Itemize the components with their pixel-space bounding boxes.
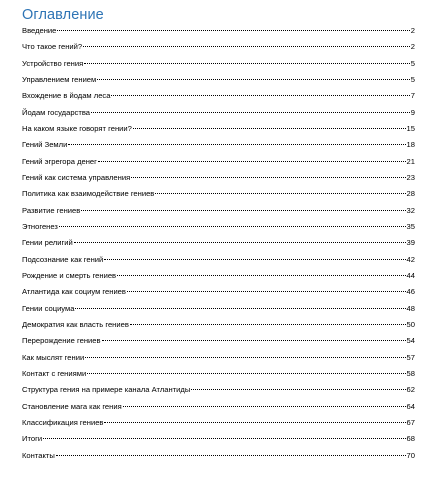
toc-entry-page-number: 42 <box>406 254 415 264</box>
toc-entry[interactable] <box>22 369 415 385</box>
toc-dot-leader <box>123 406 406 407</box>
toc-dot-leader <box>133 128 406 129</box>
toc-entry[interactable] <box>22 336 415 352</box>
toc-entry[interactable] <box>22 385 415 401</box>
toc-entry-title: Перерождение гениев <box>22 336 101 346</box>
toc-dot-leader <box>104 259 405 260</box>
toc-entry[interactable] <box>22 271 415 287</box>
toc-entry-page-number: 46 <box>406 287 415 297</box>
toc-entry-page-number: 44 <box>406 270 415 280</box>
toc-dot-leader <box>130 324 406 325</box>
toc-entry[interactable] <box>22 173 415 189</box>
toc-dot-leader <box>191 389 405 390</box>
toc-entry[interactable] <box>22 42 415 58</box>
toc-dot-leader <box>59 226 406 227</box>
toc-entry-page-number: 35 <box>406 221 415 231</box>
toc-dot-leader <box>102 340 406 341</box>
toc-entry-page-number: 54 <box>406 336 415 346</box>
toc-entry-title: Становление мага как гения <box>22 401 122 411</box>
toc-entry-title: Классификация гениев <box>22 417 104 427</box>
toc-entry[interactable] <box>22 124 415 140</box>
toc-entry-title: Демократия как власть гениев <box>22 319 129 329</box>
toc-entry-page-number: 21 <box>406 156 415 166</box>
toc-entry-page-number: 9 <box>410 107 415 117</box>
toc-entry-page-number: 58 <box>406 368 415 378</box>
toc-entry-page-number: 64 <box>406 401 415 411</box>
toc-entry-title: Гении религий <box>22 238 73 248</box>
toc-entry[interactable] <box>22 206 415 222</box>
toc-dot-leader <box>57 30 409 31</box>
toc-dot-leader <box>74 242 406 243</box>
toc-entry-title: Контакты <box>22 450 55 460</box>
toc-entry[interactable] <box>22 320 415 336</box>
toc-entry-title: Гений Земли <box>22 140 68 150</box>
toc-entry-page-number: 50 <box>406 319 415 329</box>
toc-entry[interactable] <box>22 287 415 303</box>
toc-entry-title: Политика как взаимодействие гениев <box>22 189 155 199</box>
toc-entry-title: Атлантида как социум гениев <box>22 287 126 297</box>
toc-dot-leader <box>104 422 405 423</box>
toc-entry-page-number: 2 <box>410 26 415 35</box>
toc-entry-title: Структура гения на примере канала Атлантиды <box>22 385 191 395</box>
toc-dot-leader <box>91 112 410 113</box>
toc-entry-page-number: 68 <box>406 434 415 444</box>
toc-dot-leader <box>111 95 409 96</box>
toc-dot-leader <box>97 79 410 80</box>
toc-entry-page-number: 18 <box>406 140 415 150</box>
toc-entry-title: Введение <box>22 26 57 35</box>
toc-entry-title: Гений как система управления <box>22 172 131 182</box>
toc-heading: Оглавление <box>22 7 104 23</box>
toc-entry-title: Йодам государства <box>22 107 90 117</box>
toc-entry[interactable] <box>22 255 415 271</box>
toc-dot-leader <box>43 438 405 439</box>
toc-entry-page-number: 23 <box>406 172 415 182</box>
toc-entry[interactable] <box>22 238 415 254</box>
toc-entry[interactable] <box>22 140 415 156</box>
toc-list <box>22 26 415 467</box>
toc-entry[interactable] <box>22 304 415 320</box>
toc-entry-page-number: 32 <box>406 205 415 215</box>
toc-entry[interactable] <box>22 75 415 91</box>
toc-entry-title: Устройство гения <box>22 58 84 68</box>
toc-dot-leader <box>56 455 406 456</box>
toc-entry-page-number: 62 <box>406 385 415 395</box>
toc-entry-page-number: 39 <box>406 238 415 248</box>
toc-entry-title: Развитие гениев <box>22 205 81 215</box>
toc-dot-leader <box>98 161 406 162</box>
toc-entry-page-number: 2 <box>410 42 415 52</box>
toc-entry-title: Вхождение в йодам леса <box>22 91 111 101</box>
toc-entry-title: Этногенез <box>22 221 58 231</box>
toc-entry-title: Подсознание как гений <box>22 254 104 264</box>
toc-entry[interactable] <box>22 451 415 467</box>
toc-dot-leader <box>117 275 405 276</box>
toc-dot-leader <box>84 63 410 64</box>
toc-entry[interactable] <box>22 353 415 369</box>
toc-entry-title: Гений эгрегора денег <box>22 156 97 166</box>
toc-dot-leader <box>68 144 405 145</box>
toc-entry-page-number: 70 <box>406 450 415 460</box>
toc-entry-title: Как мыслят гении <box>22 352 85 362</box>
toc-entry-title: Рождение и смерть гениев <box>22 270 117 280</box>
toc-entry[interactable] <box>22 26 415 42</box>
toc-entry-page-number: 28 <box>406 189 415 199</box>
toc-entry-page-number: 5 <box>410 74 415 84</box>
toc-dot-leader <box>81 210 405 211</box>
toc-entry-page-number: 15 <box>406 123 415 133</box>
toc-entry-title: Контакт с гениями <box>22 368 87 378</box>
toc-dot-leader <box>83 46 410 47</box>
toc-dot-leader <box>87 373 405 374</box>
toc-entry[interactable] <box>22 108 415 124</box>
toc-entry[interactable] <box>22 434 415 450</box>
toc-entry-title: На каком языке говорят гении? <box>22 123 132 133</box>
toc-entry-title: Управлением гением <box>22 74 97 84</box>
toc-entry[interactable] <box>22 157 415 173</box>
toc-entry[interactable] <box>22 402 415 418</box>
toc-entry-page-number: 67 <box>406 417 415 427</box>
toc-entry-title: Гении социума <box>22 303 75 313</box>
toc-entry-title: Итоги <box>22 434 43 444</box>
toc-entry-page-number: 7 <box>410 91 415 101</box>
toc-entry[interactable] <box>22 189 415 205</box>
toc-entry[interactable] <box>22 91 415 107</box>
toc-dot-leader <box>131 177 405 178</box>
toc-dot-leader <box>155 193 405 194</box>
toc-entry[interactable] <box>22 222 415 238</box>
toc-entry-page-number: 57 <box>406 352 415 362</box>
toc-dot-leader <box>127 291 406 292</box>
toc-entry[interactable] <box>22 59 415 75</box>
toc-dot-leader <box>75 308 405 309</box>
toc-entry[interactable] <box>22 418 415 434</box>
toc-entry-page-number: 48 <box>406 303 415 313</box>
toc-entry-page-number: 5 <box>410 58 415 68</box>
toc-dot-leader <box>85 357 405 358</box>
toc-entry-title: Что такое гений? <box>22 42 83 52</box>
